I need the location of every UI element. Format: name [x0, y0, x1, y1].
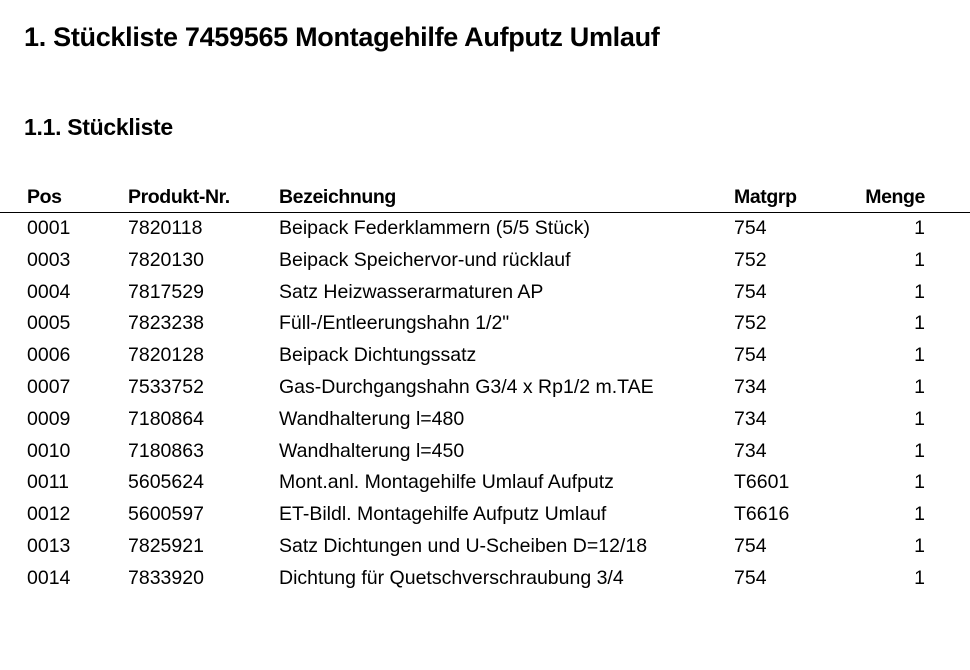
cell-produkt-nr: 7820128	[128, 344, 204, 367]
cell-bezeichnung: ET-Bildl. Montagehilfe Aufputz Umlauf	[279, 503, 607, 526]
cell-menge: 1	[914, 217, 925, 239]
cell-bezeichnung: Mont.anl. Montagehilfe Umlauf Aufputz	[279, 471, 614, 494]
cell-pos: 0004	[27, 280, 71, 303]
table-row	[0, 281, 970, 313]
header-matgrp: Matgrp	[734, 186, 797, 208]
cell-menge: 1	[914, 344, 925, 367]
cell-pos: 0003	[27, 248, 71, 271]
cell-menge: 1	[914, 407, 925, 430]
cell-pos: 0006	[27, 344, 71, 367]
cell-matgrp: 754	[734, 566, 767, 589]
cell-bezeichnung: Beipack Dichtungssatz	[279, 344, 477, 367]
cell-bezeichnung: Dichtung für Quetschverschraubung 3/4	[279, 566, 624, 589]
cell-bezeichnung: Füll-/Entleerungshahn 1/2"	[279, 312, 510, 335]
cell-produkt-nr: 7533752	[128, 375, 204, 398]
cell-matgrp: 752	[734, 248, 767, 271]
cell-menge: 1	[914, 503, 925, 526]
table-row	[0, 249, 970, 281]
header-menge: Menge	[865, 186, 925, 208]
cell-bezeichnung: Wandhalterung l=450	[279, 439, 465, 462]
cell-produkt-nr: 7180863	[128, 439, 204, 462]
cell-pos: 0014	[27, 566, 71, 589]
table-row	[0, 408, 970, 440]
cell-produkt-nr: 7820130	[128, 248, 204, 271]
cell-produkt-nr: 7820118	[128, 217, 203, 239]
cell-matgrp: 734	[734, 375, 767, 398]
cell-pos: 0010	[27, 439, 71, 462]
cell-produkt-nr: 7817529	[128, 280, 204, 303]
table-row	[0, 503, 970, 535]
header-pos: Pos	[27, 186, 62, 208]
table-body	[0, 217, 970, 599]
cell-produkt-nr: 7180864	[128, 407, 204, 430]
cell-menge: 1	[914, 312, 925, 335]
cell-menge: 1	[914, 439, 925, 462]
cell-matgrp: 754	[734, 217, 767, 239]
cell-menge: 1	[914, 566, 925, 589]
cell-pos: 0012	[27, 503, 71, 526]
cell-matgrp: 752	[734, 312, 767, 335]
cell-bezeichnung: Satz Heizwasserarmaturen AP	[279, 280, 544, 303]
cell-menge: 1	[914, 534, 925, 557]
cell-produkt-nr: 7833920	[128, 566, 204, 589]
cell-matgrp: 754	[734, 280, 767, 303]
parts-list-table	[0, 186, 970, 599]
cell-bezeichnung: Gas-Durchgangshahn G3/4 x Rp1/2 m.TAE	[279, 375, 654, 398]
cell-pos: 0001	[27, 217, 71, 239]
cell-matgrp: T6601	[734, 471, 790, 494]
cell-matgrp: 734	[734, 407, 767, 430]
cell-produkt-nr: 7823238	[128, 312, 204, 335]
table-row	[0, 471, 970, 503]
header-bezeichnung: Bezeichnung	[279, 186, 396, 208]
cell-matgrp: 734	[734, 439, 767, 462]
cell-pos: 0005	[27, 312, 71, 335]
table-row	[0, 376, 970, 408]
cell-produkt-nr: 7825921	[128, 534, 204, 557]
table-row	[0, 535, 970, 567]
table-row	[0, 344, 970, 376]
header-produkt-nr: Produkt-Nr.	[128, 186, 230, 208]
cell-pos: 0007	[27, 375, 71, 398]
table-row	[0, 567, 970, 599]
cell-matgrp: 754	[734, 534, 767, 557]
table-header-row	[0, 186, 970, 213]
cell-menge: 1	[914, 248, 925, 271]
cell-bezeichnung: Wandhalterung l=480	[279, 407, 465, 430]
cell-bezeichnung: Beipack Speichervor-und rücklauf	[279, 248, 571, 271]
cell-pos: 0009	[27, 407, 71, 430]
cell-matgrp: T6616	[734, 503, 790, 526]
table-row	[0, 440, 970, 472]
cell-menge: 1	[914, 375, 925, 398]
cell-pos: 0013	[27, 534, 71, 557]
table-row	[0, 217, 970, 249]
cell-matgrp: 754	[734, 344, 767, 367]
cell-bezeichnung: Beipack Federklammern (5/5 Stück)	[279, 217, 591, 239]
cell-menge: 1	[914, 280, 925, 303]
cell-produkt-nr: 5600597	[128, 503, 204, 526]
cell-produkt-nr: 5605624	[128, 471, 204, 494]
page-title: 1. Stückliste 7459565 Montagehilfe Aufputz Umlauf	[24, 22, 660, 52]
cell-bezeichnung: Satz Dichtungen und U-Scheiben D=12/18	[279, 534, 648, 557]
cell-pos: 0011	[27, 471, 69, 494]
table-row	[0, 312, 970, 344]
section-title: 1.1. Stückliste	[24, 114, 173, 140]
cell-menge: 1	[914, 471, 925, 494]
